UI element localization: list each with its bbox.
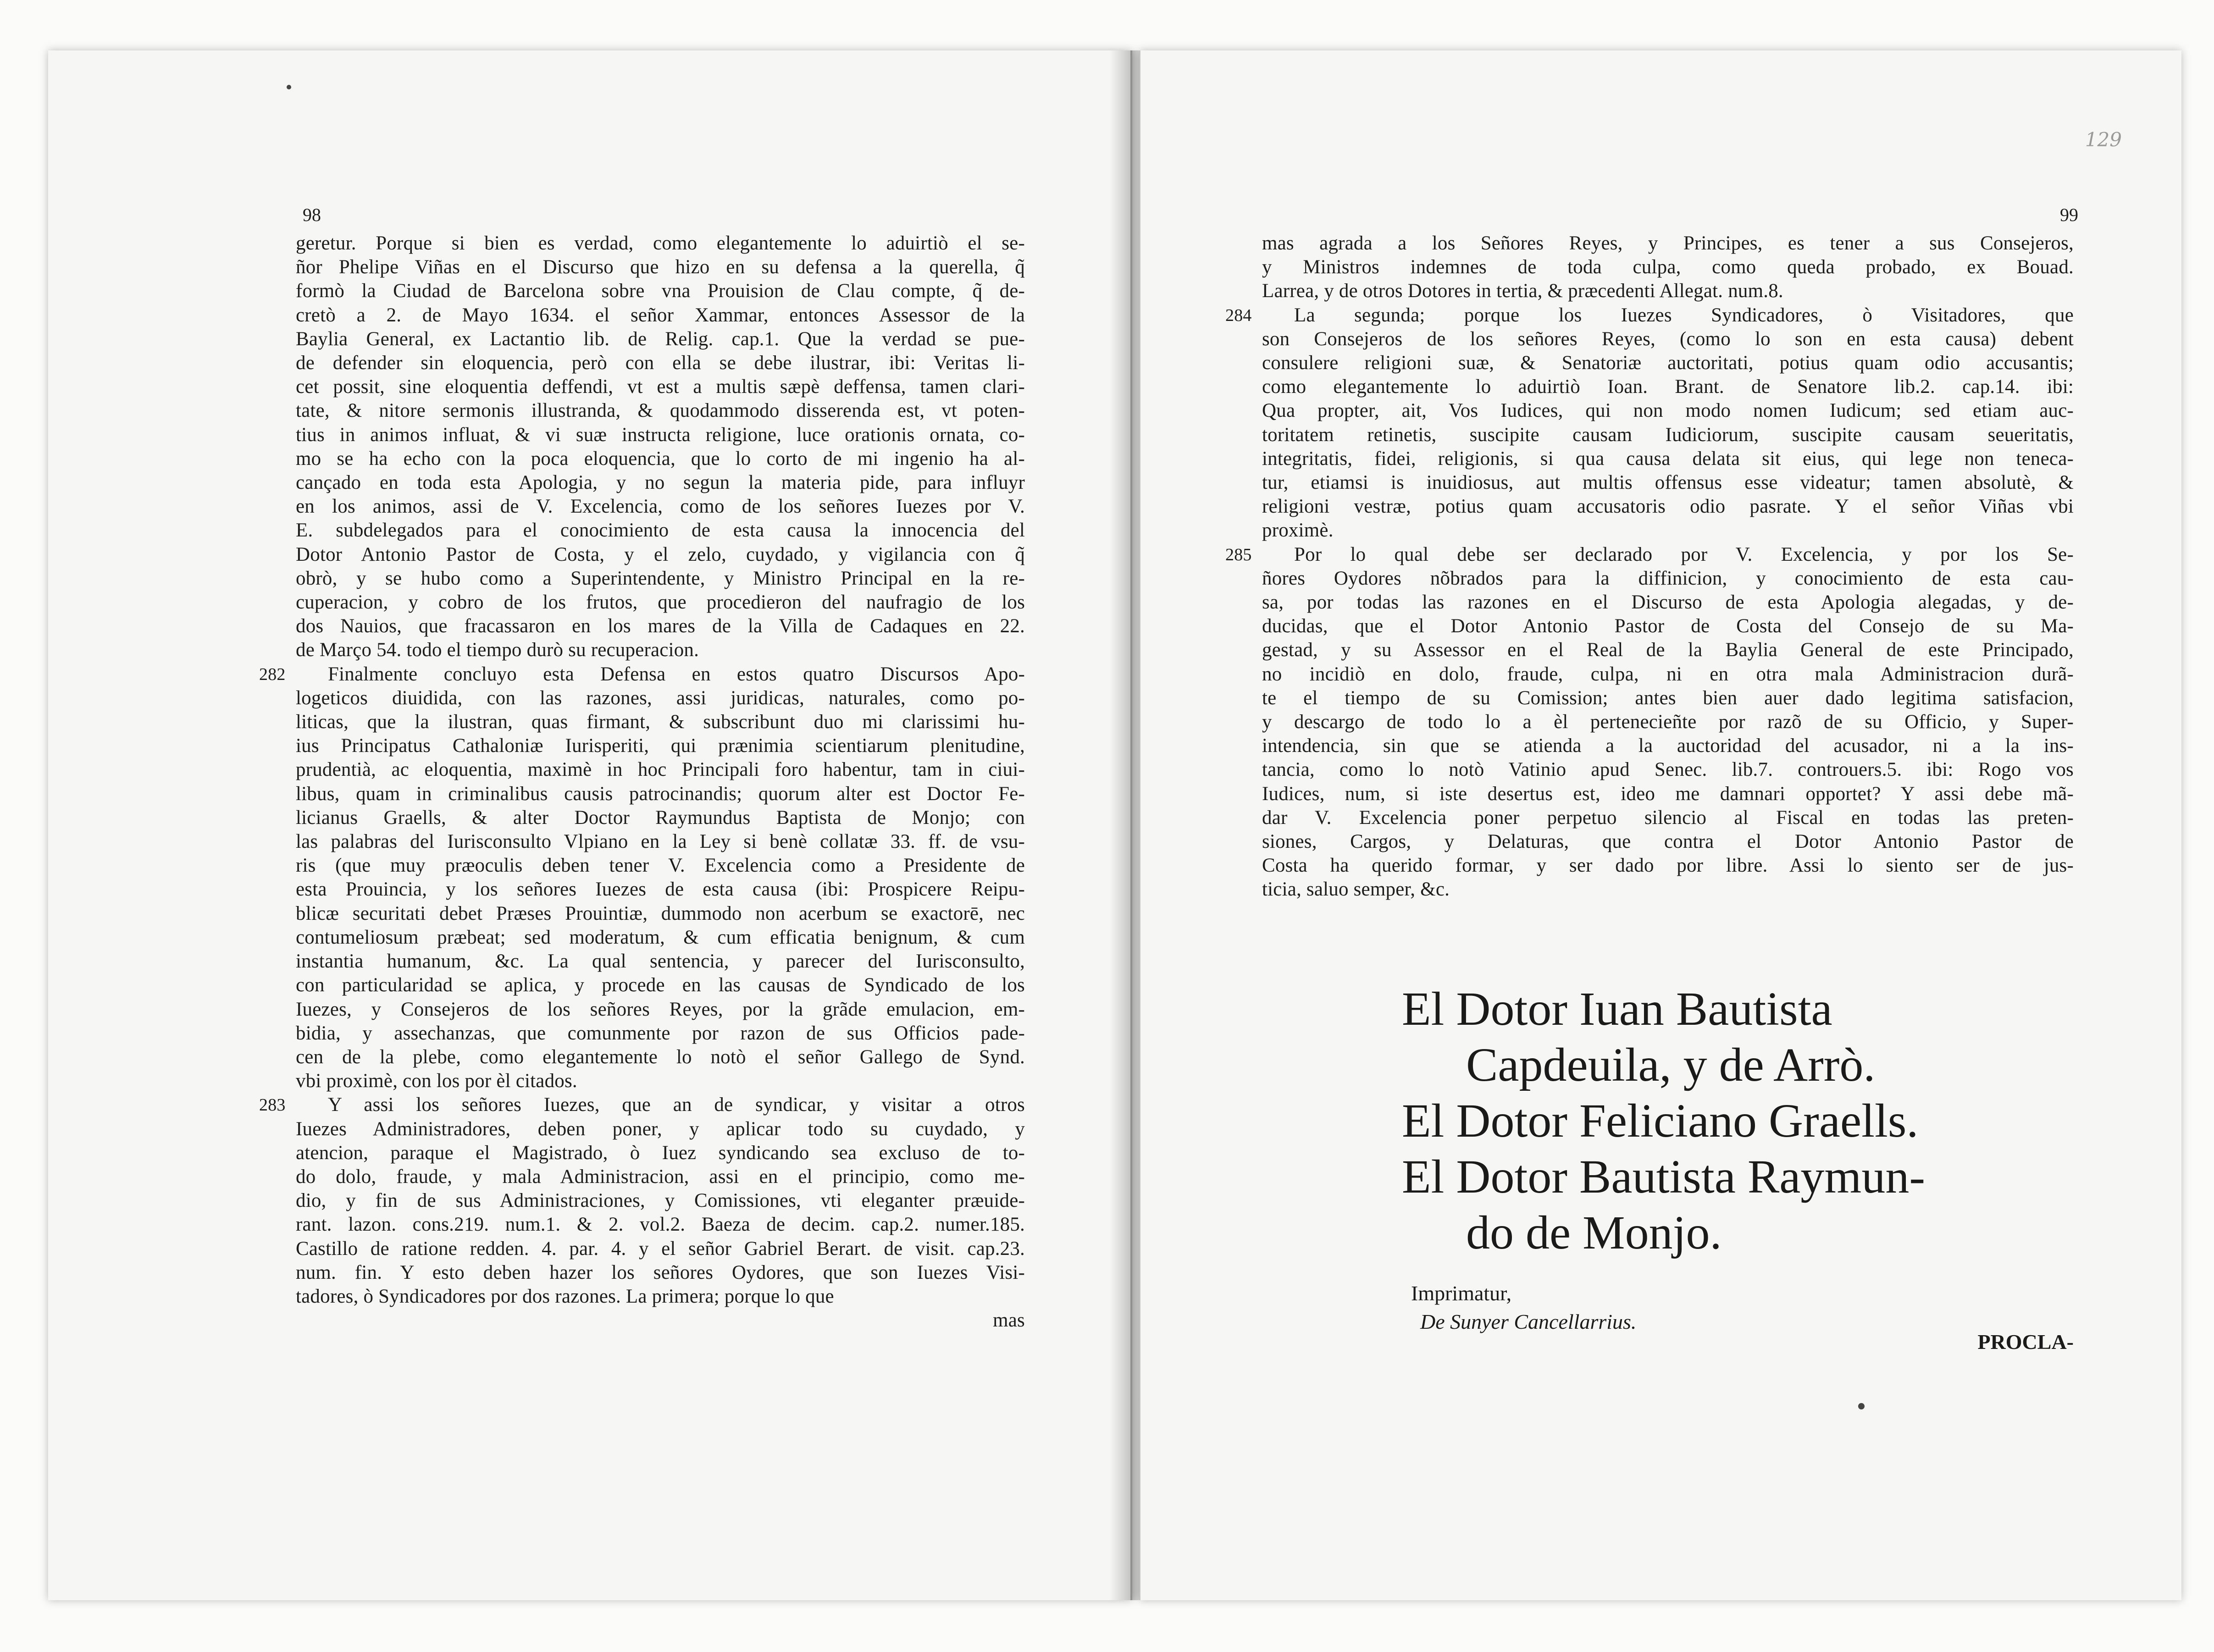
- text-line: cuperacion, y cobro de los frutos, que procedieron del naufragio de los: [296, 591, 1025, 613]
- text-line: Iuezes, y Consejeros de los señores Reyes, por la grãde emulacion, em-: [296, 998, 1025, 1020]
- text-line: religioni vestræ, potius quam accusatoris odio pasrate. Y el señor Viñas vbi: [1262, 496, 2074, 518]
- text-line: ñores Oydores nõbrados para la diffinicion, y conocimiento de esta cau-: [1262, 567, 2074, 589]
- signature-line: El Dotor Bautista Raymun-: [1402, 1150, 1925, 1203]
- text-line: como elegantemente lo aduirtiò Ioan. Brant. de Senatore lib.2. cap.14. ibi:: [1262, 376, 2074, 398]
- text-line: formò la Ciudad de Barcelona sobre vna Prouision de Clau compte, q̃ de-: [296, 280, 1025, 302]
- text-line: Iuezes Administradores, deben poner, y aplicar todo su cuydado, y: [296, 1118, 1025, 1140]
- text-line: libus, quam in criminalibus causis patrocinandis; quorum alter est Doctor Fe-: [296, 783, 1025, 805]
- text-line: atencion, paraque el Magistrado, ò Iuez syndicando sea excluso de to-: [296, 1142, 1025, 1164]
- text-line: do dolo, fraude, y mala Administracion, assi en el principio, como me-: [296, 1166, 1025, 1188]
- text-line: mo se ha echo con la poca eloquencia, que lo corto de mi ingenio ha al-: [296, 448, 1025, 470]
- signature-line: do de Monjo.: [1466, 1206, 1722, 1259]
- text-line: Finalmente concluyo esta Defensa en estos quatro Discursos Apo-: [328, 663, 1025, 685]
- text-line: Castillo de ratione redden. 4. par. 4. y el señor Gabriel Berart. de visit. cap.23.: [296, 1238, 1025, 1260]
- text-line: tancia, como lo notò Vatinio apud Senec. lib.7. controuers.5. ibi: Rogo vos: [1262, 759, 2074, 781]
- text-line: Y assi los señores Iuezes, que an de syndicar, y visitar a otros: [328, 1094, 1025, 1116]
- text-line: rant. lazon. cons.219. num.1. & 2. vol.2. Baeza de decim. cap.2. numer.185.: [296, 1214, 1025, 1236]
- paragraph-number: 283: [259, 1095, 286, 1115]
- text-line: y descargo de todo lo a èl pertenecieñte por razõ de su Officio, y Super-: [1262, 711, 2074, 733]
- ink-speck: [1858, 1403, 1865, 1409]
- right-page-number: 99: [2060, 204, 2078, 225]
- text-line: contumeliosum præbeat; sed moderatum, & cum efficatia benignum, & cum: [296, 926, 1025, 948]
- text-line: tur, etiamsi is inuidiosus, aut multis offensus esse videatur; tamen absolutè, &: [1262, 472, 2074, 494]
- text-line: esta Prouincia, y los señores Iuezes de esta causa (ibi: Prospicere Reipu-: [296, 878, 1025, 901]
- text-line: E. subdelegados para el conocimiento de esta causa la innocencia del: [296, 519, 1025, 541]
- imprimatur-label: Imprimatur,: [1411, 1282, 1512, 1305]
- text-line: ticia, saluo semper, &c.: [1262, 878, 1450, 901]
- text-line: logeticos diuidida, con las razones, assi juridicas, naturales, como po-: [296, 687, 1025, 709]
- text-line: mas: [993, 1309, 1025, 1332]
- text-line: cet possit, sine eloquentia deffendi, vt est a multis sæpè deffensa, tamen clari-: [296, 376, 1025, 398]
- text-line: vbi proximè, con los por èl citados.: [296, 1070, 577, 1092]
- text-line: Baylia General, ex Lactantio lib. de Relig. cap.1. Que la verdad se pue-: [296, 328, 1025, 350]
- text-line: con particularidad se aplica, y procede en las causas de Syndicado de los: [296, 974, 1025, 996]
- text-line: y Ministros indemnes de toda culpa, como queda probado, ex Bouad.: [1262, 256, 2074, 278]
- text-line: Qua propter, ait, Vos Iudices, qui non modo nomen Iudicum; sed etiam auc-: [1262, 400, 2074, 422]
- text-line: ius Principatus Cathaloniæ Iurisperiti, qui prænimia scientiarum plenitudine,: [296, 735, 1025, 757]
- catchword: PROCLA-: [1977, 1330, 2074, 1354]
- text-line: liticas, que la ilustran, quas firmant, & subscribunt duo mi clarissimi hu-: [296, 711, 1025, 733]
- text-line: Dotor Antonio Pastor de Costa, y el zelo, cuydado, y vigilancia con q̃: [296, 543, 1025, 565]
- text-line: te el tiempo de su Comission; antes bien auer dado legitima satisfacion,: [1262, 687, 2074, 709]
- imprimatur-signer: De Sunyer Cancellarrius.: [1420, 1310, 1637, 1333]
- left-page: [48, 50, 1132, 1600]
- paragraph-number: 285: [1225, 545, 1252, 564]
- paragraph-number: 284: [1225, 305, 1252, 325]
- text-line: tate, & nitore sermonis illustranda, & quodammodo disserenda est, vt poten-: [296, 400, 1025, 422]
- text-line: ñor Phelipe Viñas en el Discurso que hizo en su defensa a la querella, q̃: [296, 256, 1025, 278]
- text-line: en los animos, assi de V. Excelencia, como de los señores Iuezes por V.: [296, 496, 1025, 518]
- text-line: licianus Graells, & alter Doctor Raymundus Baptista de Monjo; con: [296, 807, 1025, 829]
- text-line: blicæ securitati debet Præses Prouintiæ, dummodo non acerbum se exactorē, nec: [296, 902, 1025, 924]
- right-page: [1140, 50, 2181, 1600]
- text-line: obrò, y se hubo como a Superintendente, y Ministro Principal en la re-: [296, 567, 1025, 589]
- text-line: intendencia, sin que se atienda a la auctoridad del acusador, ni a la ins-: [1262, 735, 2074, 757]
- text-line: instantia humanum, &c. La qual sentencia, y parecer del Iurisconsulto,: [296, 950, 1025, 972]
- text-line: dar V. Excelencia poner perpetuo silencio al Fiscal en todas las preten-: [1262, 807, 2074, 829]
- text-line: bidia, y assechanzas, que comunmente por razon de sus Officios pade-: [296, 1022, 1025, 1044]
- text-line: geretur. Porque si bien es verdad, como elegantemente lo aduirtiò el se-: [296, 232, 1025, 254]
- ink-speck: [287, 85, 291, 89]
- text-line: Iudices, num, si iste desertus est, ideo me damnari opportet? Y assi debe mã-: [1262, 783, 2074, 805]
- text-line: de Março 54. todo el tiempo durò su recuperacion.: [296, 639, 699, 661]
- signature-line: El Dotor Feliciano Graells.: [1402, 1094, 1919, 1147]
- text-line: cançado en toda esta Apologia, y no segun la materia pide, para influyr: [296, 472, 1025, 494]
- right-page-body: [1225, 232, 2074, 902]
- text-line: de defender sin eloquencia, però con ella se debe ilustrar, ibi: Veritas li-: [296, 352, 1025, 374]
- text-line: consulere religioni suæ, & Senatoriæ auctoritati, potius quam odio accusantis;: [1262, 352, 2074, 374]
- text-line: tadores, ò Syndicadores por dos razones. La primera; porque lo que: [296, 1285, 834, 1307]
- text-line: sa, por todas las razones en el Discurso de esta Apologia alegadas, y de-: [1262, 591, 2074, 613]
- signature-line: Capdeuila, y de Arrò.: [1466, 1039, 1876, 1091]
- text-line: dio, y fin de sus Administraciones, y Comissiones, vti eleganter præuide-: [296, 1190, 1025, 1212]
- text-line: Por lo qual debe ser declarado por V. Excelencia, y por los Se-: [1294, 543, 2074, 565]
- text-line: ducidas, que el Dotor Antonio Pastor de Costa del Consejo de su Ma-: [1262, 615, 2074, 637]
- text-line: Larrea, y de otros Dotores in tertia, & præcedenti Allegat. num.8.: [1262, 280, 1783, 302]
- text-line: mas agrada a los Señores Reyes, y Principes, es tener a sus Consejeros,: [1262, 232, 2074, 254]
- left-page-number: 98: [303, 204, 321, 225]
- text-line: integritatis, fidei, religionis, si qua causa delata sit eius, qui lege non teneca-: [1262, 448, 2074, 470]
- text-line: toritatem retinetis, suscipite causam Iudiciorum, suscipite causam seueritatis,: [1262, 424, 2074, 446]
- text-line: son Consejeros de los señores Reyes, (como lo son en esta causa) debent: [1262, 328, 2074, 350]
- text-line: proximè.: [1262, 519, 1334, 541]
- text-line: prudentià, ac eloquentia, maximè in hoc Principali foro habentur, tam in ciui-: [296, 759, 1025, 781]
- signature-line: El Dotor Iuan Bautista: [1402, 983, 1832, 1035]
- text-line: no incidiò en dolo, fraude, culpa, ni en otra mala Administracion durã-: [1262, 663, 2074, 685]
- text-line: tius in animos influat, & vi suæ instructa religione, luce orationis ornata, co-: [296, 424, 1025, 446]
- text-line: La segunda; porque los Iuezes Syndicadores, ò Visitadores, que: [1294, 304, 2074, 326]
- text-line: ris (que muy præoculis deben tener V. Excelencia como a Presidente de: [296, 855, 1025, 877]
- text-line: num. fin. Y esto deben hazer los señores Oydores, que son Iuezes Visi-: [296, 1261, 1025, 1283]
- text-line: gestad, y su Assessor en el Real de la Baylia General de este Principado,: [1262, 639, 2074, 661]
- text-line: cretò a 2. de Mayo 1634. el señor Xammar, entonces Assessor de la: [296, 304, 1025, 326]
- text-line: siones, Cargos, y Delaturas, que contra el Dotor Antonio Pastor de: [1262, 831, 2074, 853]
- left-page-body: [259, 232, 1025, 1332]
- imprimatur-block: [1411, 1279, 1636, 1336]
- paragraph-number: 282: [259, 664, 286, 684]
- text-line: cen de la plebe, como elegantemente lo notò el señor Gallego de Synd.: [296, 1046, 1025, 1068]
- signature-block: [1402, 981, 2136, 1261]
- text-line: Costa ha querido formar, y ser dado por libre. Assi lo siento ser de jus-: [1262, 855, 2074, 877]
- text-line: las palabras del Iurisconsulto Vlpiano en la Ley si benè collatæ 33. ff. de vsu-: [296, 831, 1025, 853]
- folio-number: 129: [2085, 128, 2122, 151]
- text-line: dos Nauios, que fracassaron en los mares de la Villa de Cadaques en 22.: [296, 615, 1025, 637]
